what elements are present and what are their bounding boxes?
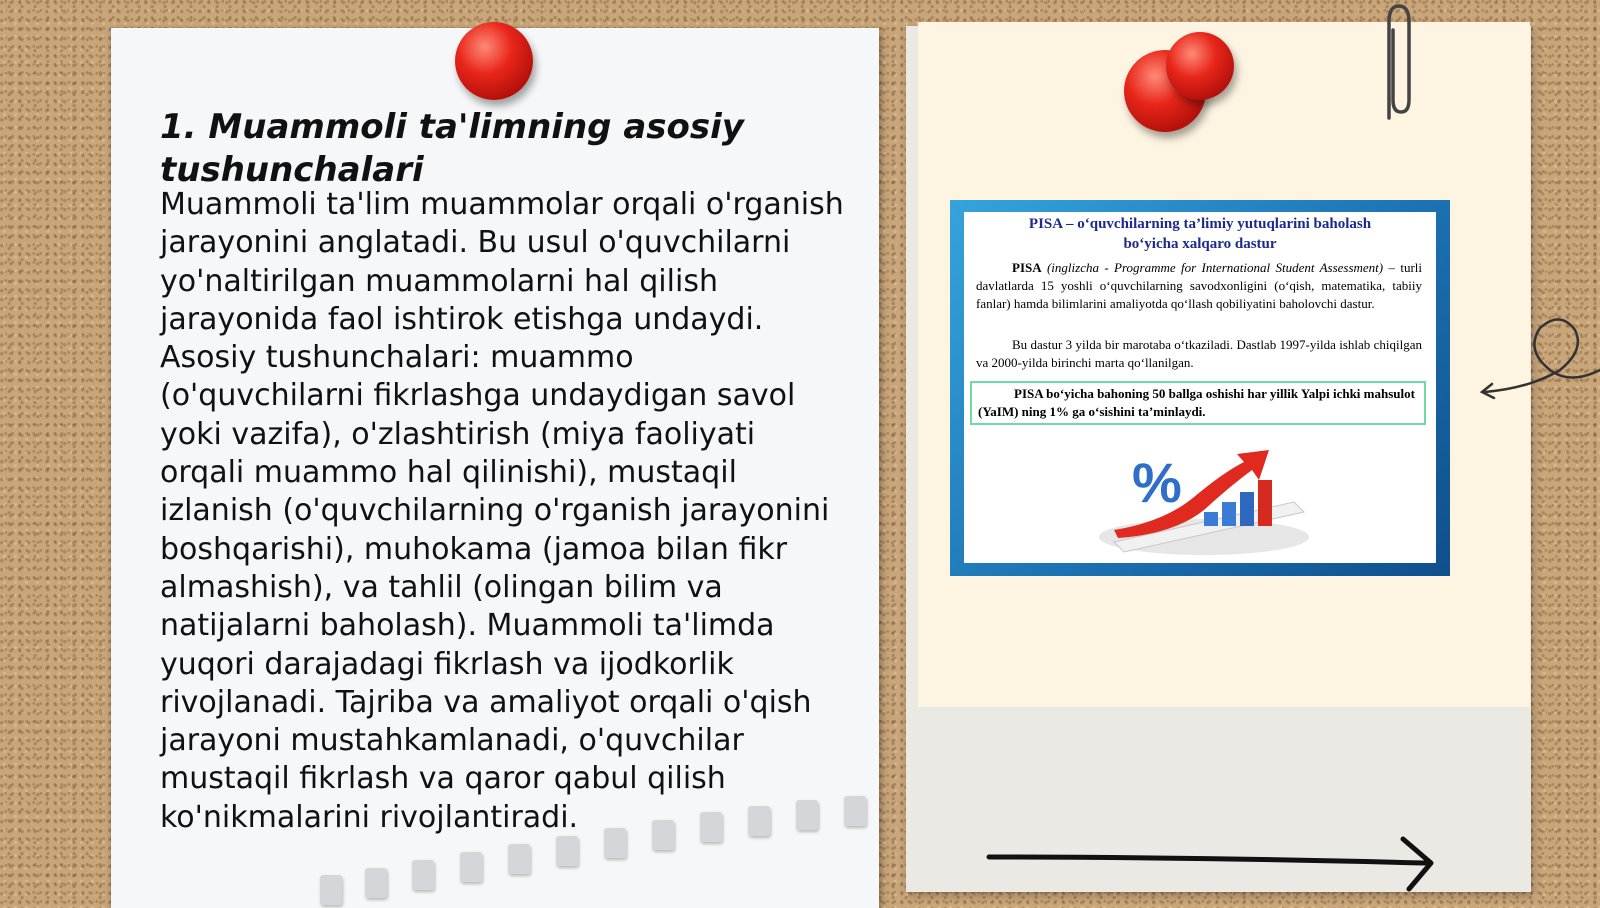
pisa-document-image: [950, 200, 1450, 576]
page-title: 1. Muammoli ta'limning asosiy tushunchalari: [160, 107, 744, 190]
document-highlight-box: [970, 381, 1426, 425]
right-arrow-icon: [985, 835, 1455, 895]
document-title-line2: bo‘yicha xalqaro dastur: [1123, 236, 1277, 252]
document-paragraph-2-text: Bu dastur 3 yilda bir marotaba o‘tkaziladi. Dastlab 1997-yilda ishlab chiqilgan va 2000-yilda birinchi marta qo‘llanilgan.: [976, 337, 1422, 370]
pushpin-icon: [455, 22, 533, 100]
pisa-term: PISA: [1012, 260, 1042, 275]
document-highlight-text: PISA bo‘yicha bahoning 50 ballga oshishi har yillik Yalpi ichki mahsulot (YaIM) ning 1% ga o‘sishini ta’minlaydi.: [978, 386, 1415, 419]
pushpin-icon: [1166, 32, 1234, 100]
pisa-definition: – turli davlatlarda 15 yoshli o‘quvchilarning savodxonligini (o‘qish, matematika, tabiiy fanlar) hamda bilimlarini amaliyotda qo‘llash qobiliyatini baholovchi dastur.: [976, 260, 1422, 311]
percent-growth-graphic: [1094, 442, 1314, 557]
document-title: [974, 214, 1426, 254]
document-paragraph-2: [976, 336, 1422, 372]
percent-symbol: %: [1132, 451, 1182, 514]
document-title-line1: PISA – o‘quvchilarning ta’limiy yutuqlarini baholash: [1028, 216, 1372, 232]
document-page: [964, 212, 1436, 563]
pisa-expansion: (inglizcha - Programme for International Student Assessment): [1041, 260, 1384, 275]
document-paragraph-1: [976, 259, 1422, 313]
body-paragraph: Muammoli ta'lim muammolar orqali o'rganish jarayonini anglatadi. Bu usul o'quvchilarni yo'naltirilgan muammolarni hal qilish jarayonida faol ishtirok etishga undaydi. Asosiy tushunchalari: muammo (o'quvchilarni fikrlashga undaydigan savol yoki vazifa), o'zlashtirish (miya faoliyati orqali muammo hal qilinishi), mustaqil izlanish (o'quvchilarning o'rganish jarayonini boshqarishi), muhokama (jamoa bilan fikr almashish), va tahlil (olingan bilim va natijalarni baholash). Muammoli ta'limda yuqori darajadagi fikrlash va ijodkorlik rivojlanadi. Tajriba va amaliyot orqali o'qish jarayoni mustahkamlanadi, o'quvchilar mustaqil fikrlash va qaror qabul qilish ko'nikmalarini rivojlantiradi.: [160, 187, 844, 835]
scribble-arrow-icon: [1480, 310, 1600, 410]
torn-paper-tabs: [320, 800, 880, 900]
paperclip-icon: [1375, 0, 1415, 125]
